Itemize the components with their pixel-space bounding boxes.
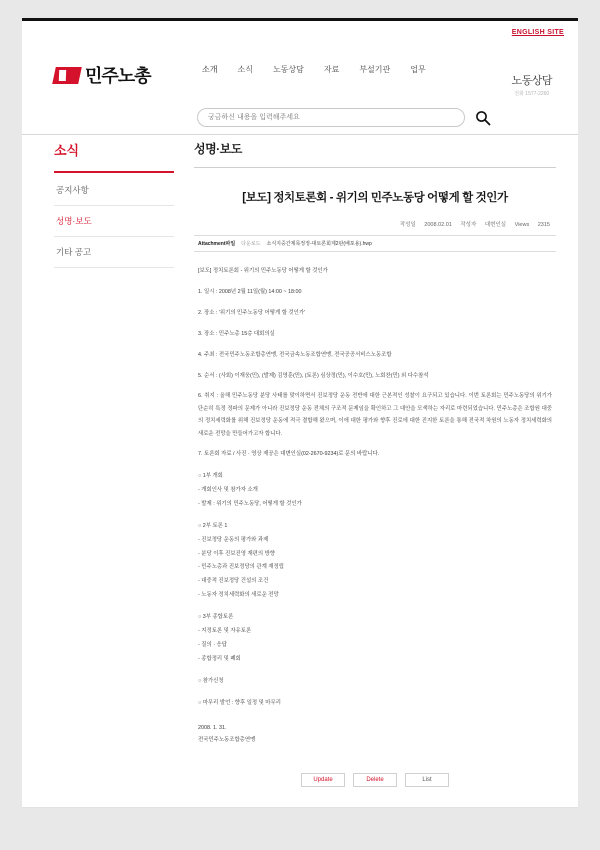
section-line: - 발제 : 위기의 민주노동당, 어떻게 할 것인가	[198, 500, 302, 507]
body-paragraph: 6. 취지 : 올해 민주노동당 분당 사태를 맞이하면서 진보정당 운동 전반에 대한 근본적인 성찰이 요구되고 있습니다. 이번 토론회는 민주노동당의 위기가 단순히 특정 정파의 문제가 아니라 진보정당 운동 전체의 구조적 문제임을 확인하고 그 대안을 모색하는 자리로 마련되었습니다. 민주노총은 조합원 대중의 정치세력화를 위해 진보정당 운동에 적극 결합해 왔으며, 이에 대한 평가와 향후 진로에 대한 진지한 토론을 통해 전국적 차원의 노동자 정치세력화의 새로운 전망을 만들어가고자 합니다.	[198, 393, 552, 437]
logo-text: 민주노총	[85, 66, 151, 86]
search-area	[197, 108, 491, 127]
side-nav-title: 소식	[54, 143, 80, 158]
meta-views-value: 2315	[537, 222, 550, 229]
body-paragraph: 1. 일시 : 2008년 2월 11일(월) 14:00 ~ 18:00	[198, 289, 302, 296]
section-heading: ○ 마무리 발언 : 향후 일정 및 마무리	[198, 699, 281, 706]
delete-button[interactable]: Delete	[353, 773, 397, 787]
search-box[interactable]	[197, 108, 465, 127]
article-body	[194, 252, 556, 747]
main-content	[194, 140, 556, 793]
article-signature	[198, 723, 552, 747]
section-block	[198, 676, 552, 688]
nav-item-affiliated[interactable]: 부설기관	[359, 65, 391, 74]
nav-item-work[interactable]: 업무	[410, 65, 426, 74]
side-nav-list	[54, 175, 174, 268]
site-header	[22, 44, 578, 116]
article-actions	[194, 773, 556, 793]
english-site-link[interactable]: ENGLISH SITE	[511, 29, 564, 36]
section-line: - 지정토론 및 자유토론	[198, 628, 252, 635]
update-button[interactable]: Update	[301, 773, 345, 787]
body-paragraph: 5. 순서 : (사회) 이재웅(민), (발제) 김영훈(민), (토론) 심상정(민), 이수호(민), 노회찬(민) 외 다수참석	[198, 373, 429, 380]
page-title: 성명·보도	[194, 142, 242, 156]
nav-item-materials[interactable]: 자료	[323, 65, 340, 74]
attachment-label: Attachment파일	[198, 241, 236, 248]
section-heading: ○ 2부 토론 1	[198, 522, 228, 529]
counseling-banner[interactable]	[511, 72, 552, 97]
meta-author-value: 대변인실	[484, 222, 507, 229]
section-line: - 분당 이후 진보진영 재편의 방향	[198, 550, 275, 557]
flag-logo-icon	[52, 67, 82, 84]
section-line: - 개회인사 및 참가자 소개	[198, 487, 258, 493]
body-paragraph: 7. 토론회 자료 / 사진 · 영상 제공은 대변인실(02-2670-9234)로 문의 바랍니다.	[198, 451, 380, 458]
meta-date-label: 작성일	[399, 222, 416, 229]
header-divider	[22, 134, 578, 135]
top-utility-bar	[22, 18, 578, 44]
section-line: - 민주노총과 진보정당의 관계 재정립	[198, 564, 284, 571]
attachment-filename[interactable]: 소식지중간제목정정-대토론회제2판(배포용).hwp	[266, 241, 372, 248]
section-block	[198, 521, 552, 602]
article-meta	[194, 220, 556, 228]
search-icon[interactable]	[475, 110, 491, 126]
section-block	[198, 612, 552, 666]
nav-item-labor-counseling[interactable]: 노동상담	[272, 65, 304, 74]
search-input[interactable]	[206, 113, 456, 122]
nav-item-news[interactable]: 소식	[237, 65, 253, 74]
footer-divider	[22, 807, 578, 808]
section-line: - 노동자 정치세력화의 새로운 전망	[198, 592, 279, 599]
body-paragraph: 2. 장소 : '위기의 민주노동당 어떻게 할 것인가'	[198, 310, 306, 317]
section-line: - 진보정당 운동의 평가와 과제	[198, 536, 269, 543]
paperclip-icon: 다운로드	[241, 241, 261, 248]
section-block	[198, 471, 552, 511]
nav-item-intro[interactable]: 소개	[202, 65, 218, 74]
side-nav-rule	[54, 171, 174, 173]
section-line: - 질의 · 응답	[198, 641, 227, 648]
section-heading: ○ 1부 개회	[198, 473, 223, 480]
section-line: - 대중적 진보정당 건설의 조건	[198, 578, 269, 585]
attachment-row[interactable]	[194, 235, 556, 252]
signature-date: 2008. 1. 31.	[198, 725, 227, 732]
sidebar-item-notice[interactable]: 공지사항	[54, 175, 174, 206]
sidebar-item-statement[interactable]: 성명·보도	[54, 206, 174, 237]
article-title: [보도] 정치토론회 - 위기의 민주노동당 어떻게 할 것인가	[242, 192, 508, 204]
section-block	[198, 698, 552, 710]
section-line: - 종합정리 및 폐회	[198, 655, 241, 662]
meta-author-label: 작성자	[460, 222, 477, 229]
content-sheet	[22, 18, 578, 808]
meta-views-label: Views	[514, 222, 530, 229]
meta-date-value: 2008.02.01	[424, 222, 452, 229]
section-heading: ○ 참가신청	[198, 677, 224, 684]
counseling-banner-sub: 전화 1577-2260	[514, 91, 550, 97]
body-paragraph: 3. 장소 : 민주노총 15층 대회의실	[198, 331, 275, 338]
global-nav	[202, 64, 426, 75]
side-nav	[22, 140, 174, 268]
signature-org: 전국민주노동조합총연맹	[198, 737, 256, 744]
sidebar-item-other-notice[interactable]: 기타 공고	[54, 237, 174, 268]
article-header	[194, 168, 556, 206]
list-button[interactable]: List	[405, 773, 449, 787]
body-paragraph: 4. 주최 : 전국민주노동조합총연맹, 전국금속노동조합연맹, 전국공공서비스노동조합	[198, 352, 392, 359]
counseling-banner-title: 노동상담	[511, 75, 552, 87]
body-paragraph: [보도] 정치토론회 - 위기의 민주노동당 어떻게 할 것인가	[198, 268, 328, 275]
site-logo[interactable]	[54, 62, 151, 88]
section-heading: ○ 3부 종합토론	[198, 614, 234, 621]
